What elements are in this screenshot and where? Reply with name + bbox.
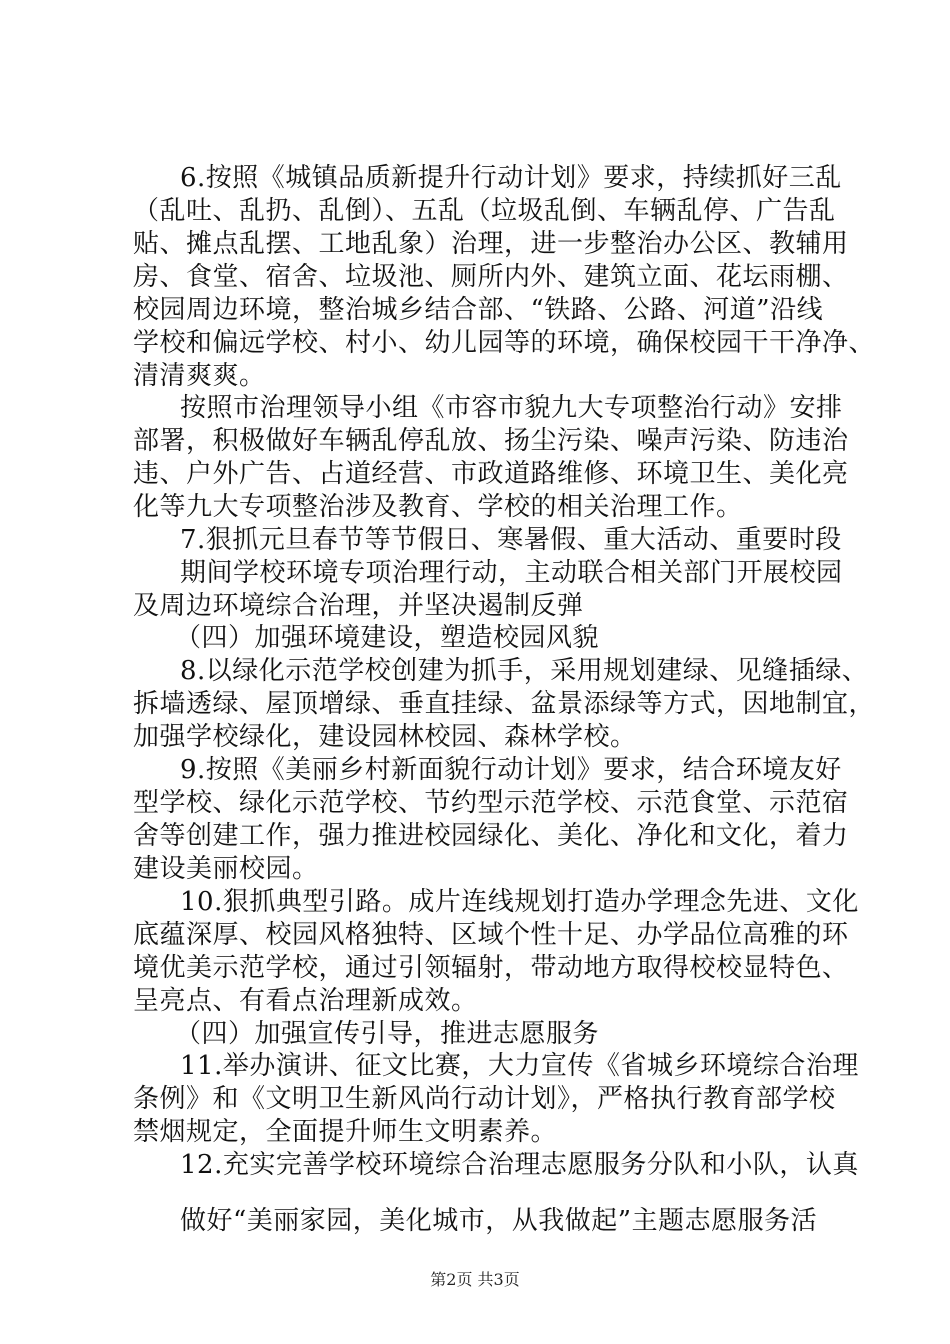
text-line: 条例》和《文明卫生新风尚行动计划》，严格执行教育部学校 xyxy=(133,1084,836,1114)
text-line: 房、食堂、宿舍、垃圾池、厕所内外、建筑立面、花坛雨棚、 xyxy=(133,262,849,292)
text-line: 化等九大专项整治涉及教育、学校的相关治理工作。 xyxy=(133,492,743,522)
text-line: 7.狠抓元旦春节等节假日、寒暑假、重大活动、重要时段 xyxy=(180,525,842,555)
text-line: 加强学校绿化，建设园林校园、森林学校。 xyxy=(133,722,637,752)
text-line: 做好“美丽家园，美化城市，从我做起”主题志愿服务活 xyxy=(180,1206,818,1236)
text-line: 贴、摊点乱摆、工地乱象）治理，进一步整治办公区、教辅用 xyxy=(133,229,849,259)
text-line: 型学校、绿化示范学校、节约型示范学校、示范食堂、示范宿 xyxy=(133,788,849,818)
text-line: 学校和偏远学校、村小、幼儿园等的环境，确保校园干干净净、 xyxy=(133,328,876,358)
text-line: 底蕴深厚、校园风格独特、区域个性十足、办学品位高雅的环 xyxy=(133,920,849,950)
text-line: 按照市治理领导小组《市容市貌九大专项整治行动》安排 xyxy=(180,393,843,423)
text-line: 禁烟规定，全面提升师生文明素养。 xyxy=(133,1117,558,1147)
text-line: 部署，积极做好车辆乱停乱放、扬尘污染、噪声污染、防违治 xyxy=(133,426,849,456)
text-line: 呈亮点、有看点治理新成效。 xyxy=(133,986,478,1016)
text-line: 8.以绿化示范学校创建为抓手，采用规划建绿、见缝插绿、 xyxy=(180,656,869,686)
page-footer: 第2页 共3页 xyxy=(430,1270,520,1289)
text-line: 10.狠抓典型引路。成片连线规划打造办学理念先进、文化 xyxy=(180,887,859,917)
text-line: 12.充实完善学校环境综合治理志愿服务分队和小队，认真 xyxy=(180,1150,859,1180)
text-line: 建设美丽校园。 xyxy=(133,854,319,884)
text-line: （四）加强宣传引导，推进志愿服务 xyxy=(175,1019,600,1049)
text-line: 境优美示范学校，通过引领辐射，带动地方取得校校显特色、 xyxy=(133,953,849,983)
text-line: 9.按照《美丽乡村新面貌行动计划》要求，结合环境友好 xyxy=(180,755,842,785)
text-line: （乱吐、乱扔、乱倒）、五乱（垃圾乱倒、车辆乱停、广告乱 xyxy=(133,196,836,226)
text-line: 及周边环境综合治理，并坚决遏制反弹 xyxy=(133,591,584,621)
text-line: 拆墙透绿、屋顶增绿、垂直挂绿、盆景添绿等方式，因地制宜， xyxy=(133,689,876,719)
text-line: （四）加强环境建设，塑造校园风貌 xyxy=(175,623,600,653)
text-line: 舍等创建工作，强力推进校园绿化、美化、净化和文化，着力 xyxy=(133,821,849,851)
text-line: 清清爽爽。 xyxy=(133,361,266,391)
text-line: 违、户外广告、占道经营、市政道路维修、环境卫生、美化亮 xyxy=(133,459,849,489)
text-line: 6.按照《城镇品质新提升行动计划》要求，持续抓好三乱 xyxy=(180,163,842,193)
text-line: 期间学校环境专项治理行动，主动联合相关部门开展校园 xyxy=(180,558,843,588)
text-line: 校园周边环境，整治城乡结合部、“铁路、公路、河道”沿线 xyxy=(133,295,824,325)
text-line: 11.举办演讲、征文比赛，大力宣传《省城乡环境综合治理 xyxy=(180,1051,859,1081)
